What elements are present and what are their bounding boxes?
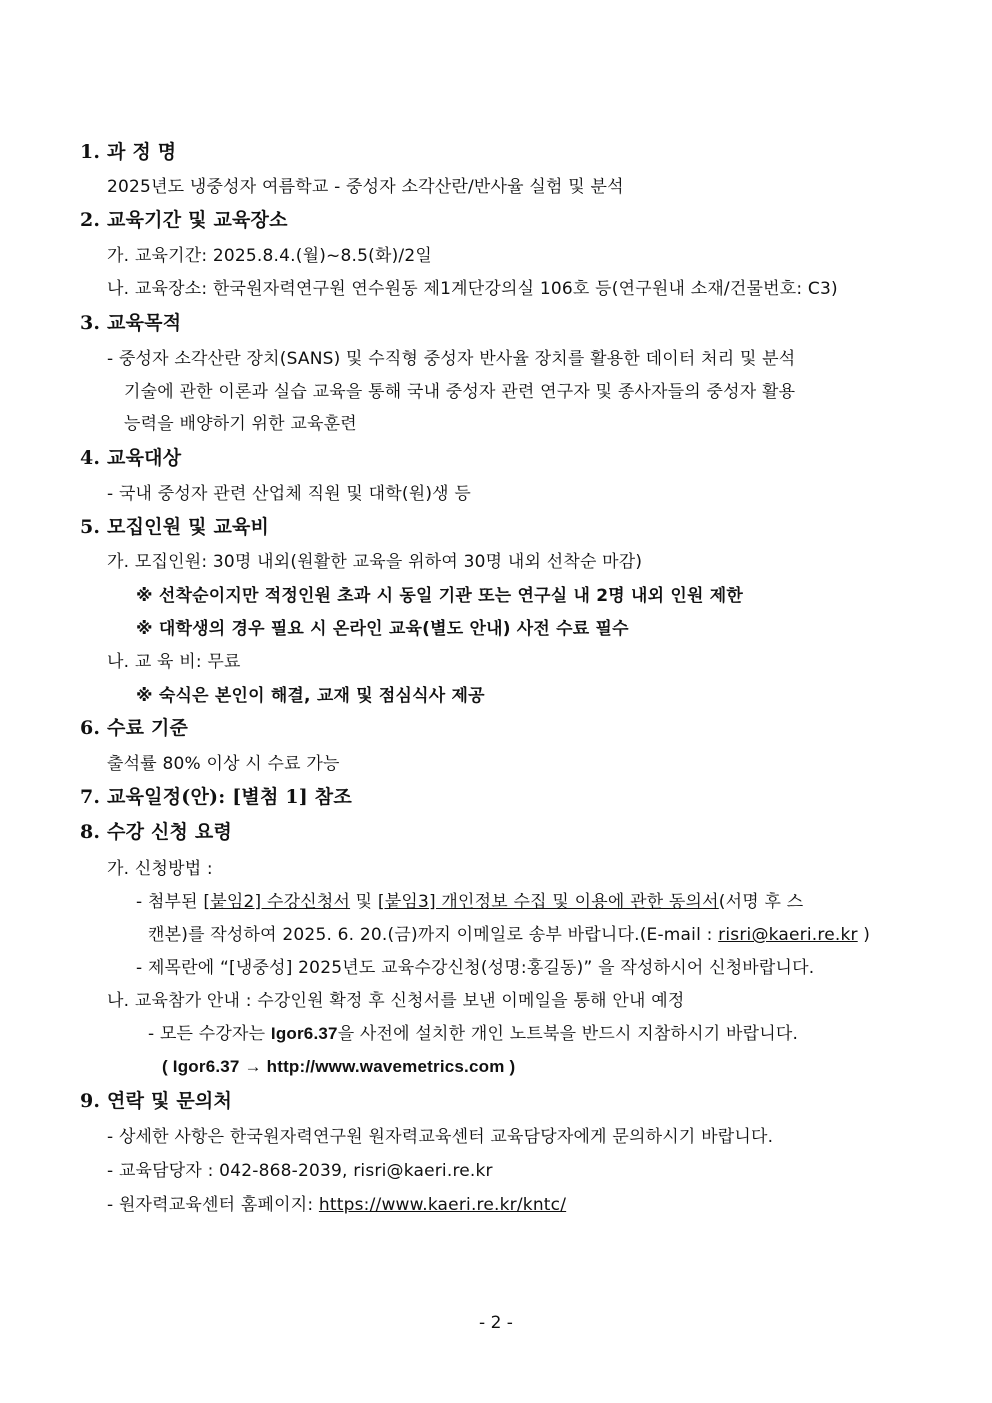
note-limit: ※ 선착순이지만 적정인원 초과 시 동일 기관 또는 연구실 내 2명 내외 인원 제한 [136,586,743,606]
contact-info: - 상세한 사항은 한국원자력연구원 원자력교육센터 교육담당자에게 문의하시기 바랍니다. [107,1127,774,1147]
section-9-title: 9. 연락 및 문의처 [80,1090,233,1112]
recruit-count: 가. 모집인원: 30명 내외(원활한 교육을 위하여 30명 내외 선착순 마감) [107,552,643,572]
apply-email-link[interactable]: risri@kaeri.re.kr [718,925,858,945]
apply-prefix: - 첨부된 [136,892,204,912]
homepage-link[interactable]: https://www.kaeri.re.kr/kntc/ [318,1195,567,1215]
section-6-title: 6. 수료 기준 [80,717,189,739]
apply-deadline: 캔본)를 작성하여 2025. 6. 20.(금)까지 이메일로 송부 바랍니다.(E-mail : [148,925,719,945]
attachment-3-link[interactable]: [붙임3] 개인정보 수집 및 이용에 관한 동의서 [377,892,719,912]
tuition: 나. 교 육 비: 무료 [107,652,241,672]
laptop-note [148,1022,798,1046]
laptop-suffix: 을 사전에 설치한 개인 노트북을 반드시 지참하시기 바랍니다. [337,1024,799,1044]
homepage-line [107,1193,566,1217]
laptop-prefix: - 모든 수강자는 [148,1024,271,1044]
apply-line-2 [148,923,870,947]
section-1-title: 1. 과 정 명 [80,141,177,163]
note-online: ※ 대학생의 경우 필요 시 온라인 교육(별도 안내) 사전 수료 필수 [136,619,629,639]
page-number: - 2 - [479,1313,513,1333]
section-3-title: 3. 교육목적 [80,312,182,334]
education-period: 가. 교육기간: 2025.8.4.(월)~8.5(화)/2일 [107,246,432,266]
section-7-title: 7. 교육일정(안): [별첨 1] 참조 [80,786,352,808]
apply-line-1 [136,890,803,914]
purpose-line-1: - 중성자 소각산란 장치(SANS) 및 수직형 중성자 반사율 장치를 활용한 데이터 처리 및 분석 [107,349,796,369]
completion-criteria: 출석률 80% 이상 시 수료 가능 [107,754,340,774]
section-4-title: 4. 교육대상 [80,447,182,469]
apply-and: 및 [350,892,378,912]
apply-method: 가. 신청방법 : [107,859,213,879]
purpose-line-3: 능력을 배양하기 위한 교육훈련 [124,414,357,434]
attachment-2-link[interactable]: [붙임2] 수강신청서 [203,892,351,912]
section-5-title: 5. 모집인원 및 교육비 [80,516,270,538]
section-2-title: 2. 교육기간 및 교육장소 [80,209,288,231]
apply-close-paren: ) [857,925,871,945]
education-location: 나. 교육장소: 한국원자력연구원 연수원동 제1계단강의실 106호 등(연구원내 소재/건물번호: C3) [107,279,838,299]
igor-version: Igor6.37 [270,1024,338,1043]
target-audience: - 국내 중성자 관련 산업체 직원 및 대학(원)생 등 [107,484,472,504]
note-lodging: ※ 숙식은 본인이 해결, 교재 및 점심식사 제공 [136,686,485,706]
contact-person: - 교육담당자 : 042-868-2039, risri@kaeri.re.kr [107,1161,493,1181]
purpose-line-2: 기술에 관한 이론과 실습 교육을 통해 국내 중성자 관련 연구자 및 종사자들의 중성자 활용 [124,382,796,402]
participation-guide: 나. 교육참가 안내 : 수강인원 확정 후 신청서를 보낸 이메일을 통해 안내 예정 [107,991,685,1011]
apply-subject-note: - 제목란에 “[냉중성] 2025년도 교육수강신청(성명:홍길동)” 을 작성하시어 신청바랍니다. [136,958,815,978]
igor-download-note: ( Igor6.37 → http://www.wavemetrics.com ) [162,1057,516,1076]
homepage-label: - 원자력교육센터 홈페이지: [107,1195,319,1215]
course-name: 2025년도 냉중성자 여름학교 - 중성자 소각산란/반사율 실험 및 분석 [107,177,624,197]
section-8-title: 8. 수강 신청 요령 [80,821,233,843]
apply-suffix: (서명 후 스 [718,892,804,912]
